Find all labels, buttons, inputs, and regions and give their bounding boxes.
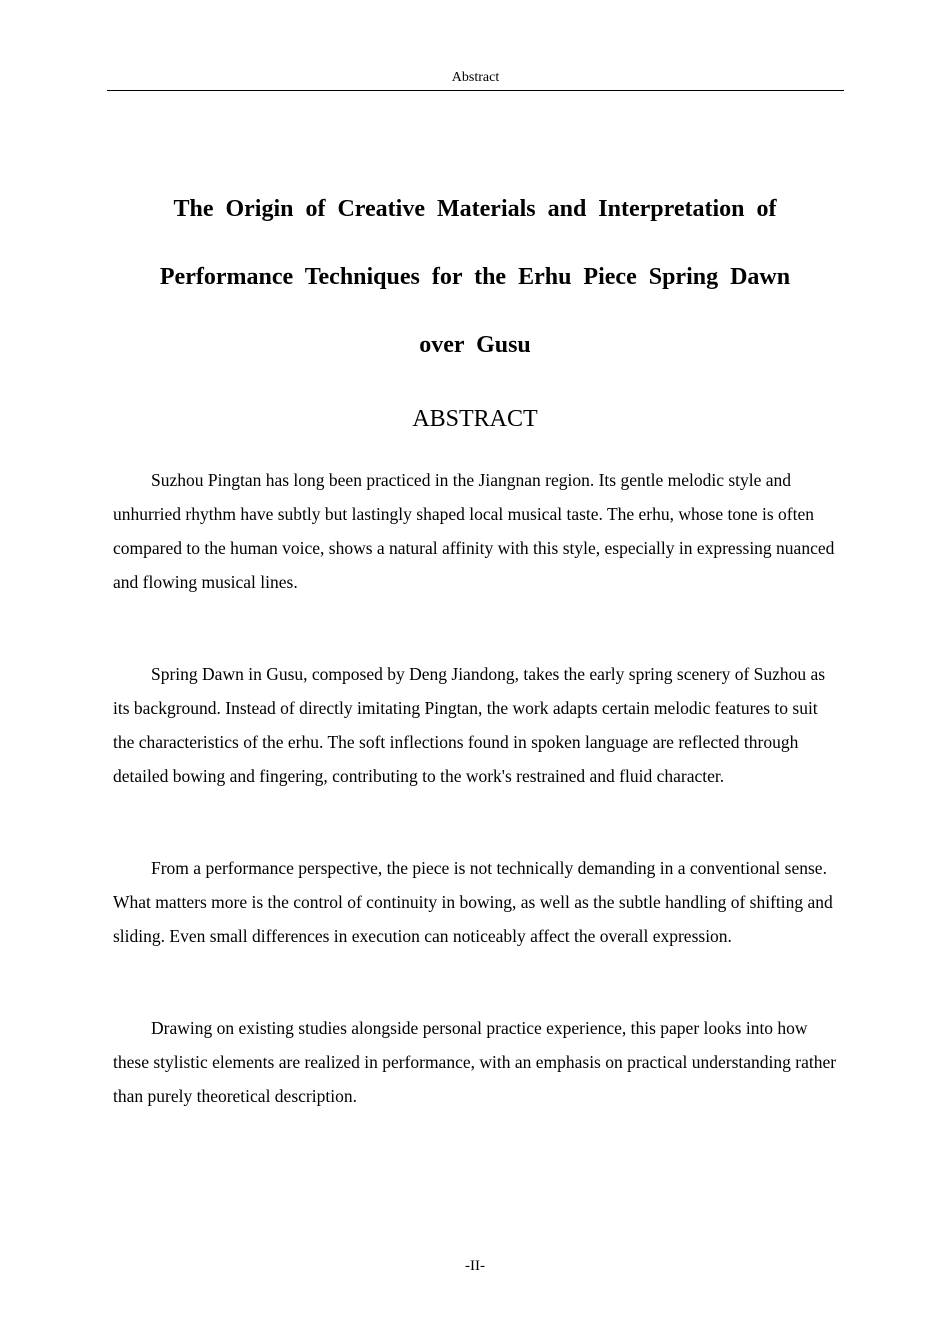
abstract-body	[113, 463, 837, 1171]
abstract-heading: ABSTRACT	[412, 406, 538, 432]
abstract-paragraph-3: From a performance perspective, the piece is not technically demanding in a conventional sense. What matters more is the control of continuity in bowing, as well as the subtle handling of shifting and sliding. Even small differences in execution can noticeably affect the overall expression.	[113, 858, 833, 946]
paper-title: The Origin of Creative Materials and Interpretation of Performance Techniques for the Erhu Piece Spring Dawn over Gusu	[159, 196, 791, 358]
running-header-title: Abstract	[451, 70, 500, 85]
abstract-paragraph-2: Spring Dawn in Gusu, composed by Deng Jiandong, takes the early spring scenery of Suzhou as its background. Instead of directly imitating Pingtan, the work adapts certain melodic features to suit the characteristics of the erhu. The soft inflections found in spoken language are reflected through detailed bowing and fingering, contributing to the work's restrained and fluid character.	[113, 664, 826, 786]
abstract-paragraph-1: Suzhou Pingtan has long been practiced in the Jiangnan region. Its gentle melodic style and unhurried rhythm have subtly but lastingly shaped local musical taste. The erhu, whose tone is often compared to the human voice, shows a natural affinity with this style, especially in expressing nuanced and flowing musical lines.	[113, 470, 835, 592]
page-number: -II-	[465, 1258, 485, 1274]
abstract-paragraph-4: Drawing on existing studies alongside personal practice experience, this paper looks into how these stylistic elements are realized in performance, with an emphasis on practical understanding rather than purely theoretical description.	[113, 1018, 837, 1106]
running-header	[107, 70, 844, 91]
